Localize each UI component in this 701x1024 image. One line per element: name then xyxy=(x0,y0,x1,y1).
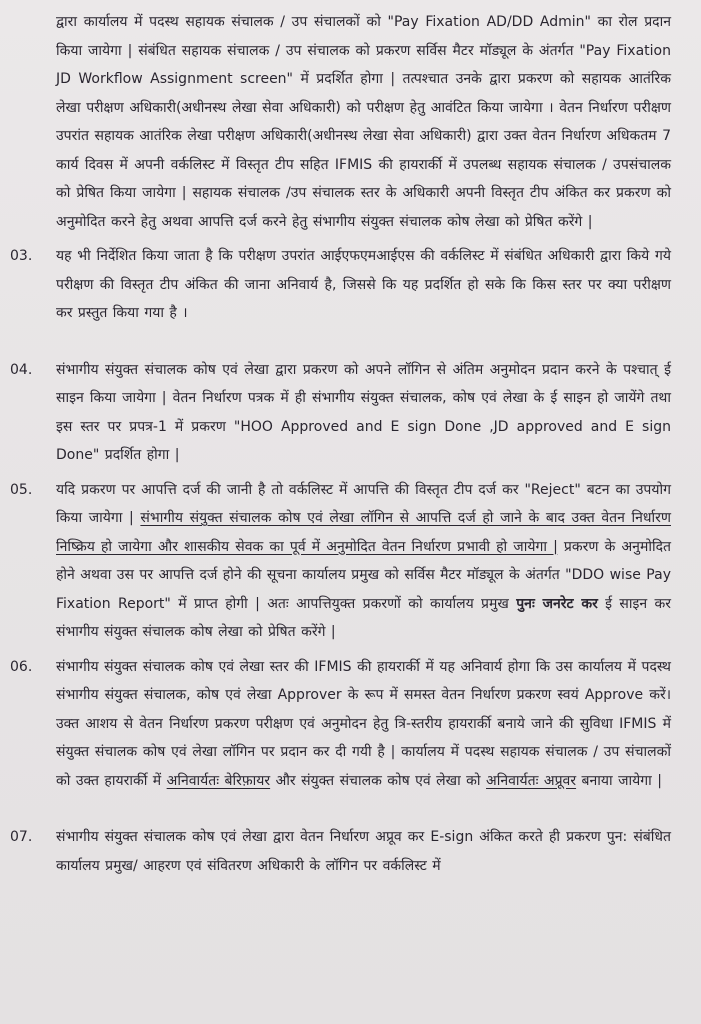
paragraph-number: 05. xyxy=(10,481,33,498)
text-segment: यदि प्रकरण पर आपत्ति दर्ज की जानी है तो वर्कलिस्ट में आपत्ति की विस्तृत टीप दर्ज कर "Reject" बटन का उपयोग किया जायेगा | xyxy=(56,481,671,526)
text-segment: बनाया जायेगा | xyxy=(576,772,662,789)
underlined-text: अनिवार्यतः अप्रूवर xyxy=(486,772,577,789)
paragraph-text: संभागीय संयुक्त संचालक कोष एवं लेखा द्वारा वेतन निर्धारण अप्रूव कर E-sign अंकित करते ही प्रकरण पुन: संबंधित कार्यालय प्रमुख/ आहरण एवं संवितरण अधिकारी के लॉगिन पर वर्कलिस्ट में xyxy=(56,829,671,874)
text-segment: और संयुक्त संचालक कोष एवं लेखा को xyxy=(270,772,487,789)
paragraph-number: 03. xyxy=(10,248,33,264)
text-segment: प्रकरण के अनुमोदित होने अथवा उस पर आपत्ति दर्ज होने की सूचना कार्यालय प्रमुख को सर्विस मैटर मॉड्यूल के अंतर्गत "DDO wise Pay Fixation Report" में प्राप्त होगी | अतः आपत्तियुक्त प्रकरणों को कार्यालय प्रमुख xyxy=(56,538,671,612)
intro-paragraph xyxy=(10,8,671,236)
paragraph-text: यह भी निर्देशित किया जाता है कि परीक्षण उपरांत आईएफएमआईएस की वर्कलिस्ट में संबंधित अधिकारी द्वारा किये गये परीक्षण की विस्तृत टीप अंकित की जाना अनिवार्य है, जिससे कि यह प्रदर्शित हो सके कि किस स्तर पर क्या परीक्षण कर प्रस्तुत किया गया है । xyxy=(56,248,671,321)
intro-text: द्वारा कार्यालय में पदस्थ सहायक संचालक / उप संचालकों को "Pay Fixation AD/DD Admin" का रोल प्रदान किया जायेगा | संबंधित सहायक संचालक / उप संचालक को प्रकरण सर्विस मैटर मॉड्यूल के अंतर्गत "Pay Fixation JD Workflow Assignment screen" में प्रदर्शित होगा | तत्पश्चात उनके द्वारा प्रकरण को सहायक आतंरिक लेखा परीक्षण अधिकारी(अधीनस्थ लेखा सेवा अधिकारी) को परीक्षण हेतु आवंटित किया जायेगा । वेतन निर्धारण परीक्षण उपरांत सहायक आतंरिक लेखा परीक्षण अधिकारी(अधीनस्थ लेखा सेवा अधिकारी) द्वारा उक्त वेतन निर्धारण अधिकतम 7 कार्य दिवस में अपनी वर्कलिस्ट में विस्तृत टीप सहित IFMIS की हायरार्की में उपलब्ध सहायक संचालक / उपसंचालक को प्रेषित किया जायेगा | सहायक संचालक /उप संचालक स्तर के अधिकारी अपनी विस्तृत टीप अंकित कर प्रकरण को अनुमोदित करने हेतु अथवा आपत्ति दर्ज करने हेतु संभागीय संयुक्त संचालक कोष लेखा को प्रेषित करेंगे | xyxy=(56,14,671,230)
paragraph-03 xyxy=(10,242,671,328)
paragraph-number: 06. xyxy=(10,658,33,675)
paragraph-05 xyxy=(10,476,671,647)
paragraph-number: 04. xyxy=(10,361,33,378)
paragraph-07 xyxy=(10,823,671,880)
paragraph-04 xyxy=(10,356,671,470)
paragraph-number: 07. xyxy=(10,829,33,845)
paragraph-06 xyxy=(10,653,671,796)
underlined-text: संभागीय संयुक्त संचालक कोष एवं लेखा लॉगिन से आपत्ति दर्ज हो जाने के बाद उक्त वेतन निर्धारण निष्क्रिय हो जायेगा और शासकीय सेवक का पूर्व में अनुमोदित वेतन निर्धारण प्रभावी हो जायेगा | xyxy=(56,510,671,555)
paragraph-text: संभागीय संयुक्त संचालक कोष एवं लेखा द्वारा प्रकरण को अपने लॉगिन से अंतिम अनुमोदन प्रदान करने के पश्चात् ई साइन किया जायेगा | वेतन निर्धारण पत्रक में ही संभागीय संयुक्त संचालक, कोष एवं लेखा के ई साइन हो जायेंगे तथा इस स्तर पर प्रपत्र-1 में प्रकरण "HOO Approved and E sign Done ,JD approved and E sign Done" प्रदर्शित होगा | xyxy=(56,361,671,463)
text-segment: ई साइन कर संभागीय संयुक्त संचालक कोष लेखा को प्रेषित करेंगे | xyxy=(56,595,671,640)
text-segment: संभागीय संयुक्त संचालक कोष एवं लेखा स्तर की IFMIS की हायरार्की में यह अनिवार्य होगा कि उस कार्यालय में पदस्थ संभागीय संयुक्त संचालक, कोष एवं लेखा Approver के रूप में समस्त वेतन निर्धारण प्रकरण स्वयं Approve करें। उक्त आशय से वेतन निर्धारण प्रकरण परीक्षण एवं अनुमोदन हेतु त्रि-स्तरीय हायरार्की बनाये जाने की सुविधा IFMIS में संयुक्त संचालक कोष एवं लेखा लॉगिन पर प्रदान कर दी गयी है | कार्यालय में पदस्थ सहायक संचालक / उप संचालकों को उक्त हायरार्की में xyxy=(56,658,672,789)
paragraph-text xyxy=(56,653,671,796)
paragraph-text xyxy=(56,476,671,647)
underlined-text: अनिवार्यतः बेरिफ़ायर xyxy=(166,772,271,789)
bold-text: पुनः जनरेट कर xyxy=(516,595,598,612)
